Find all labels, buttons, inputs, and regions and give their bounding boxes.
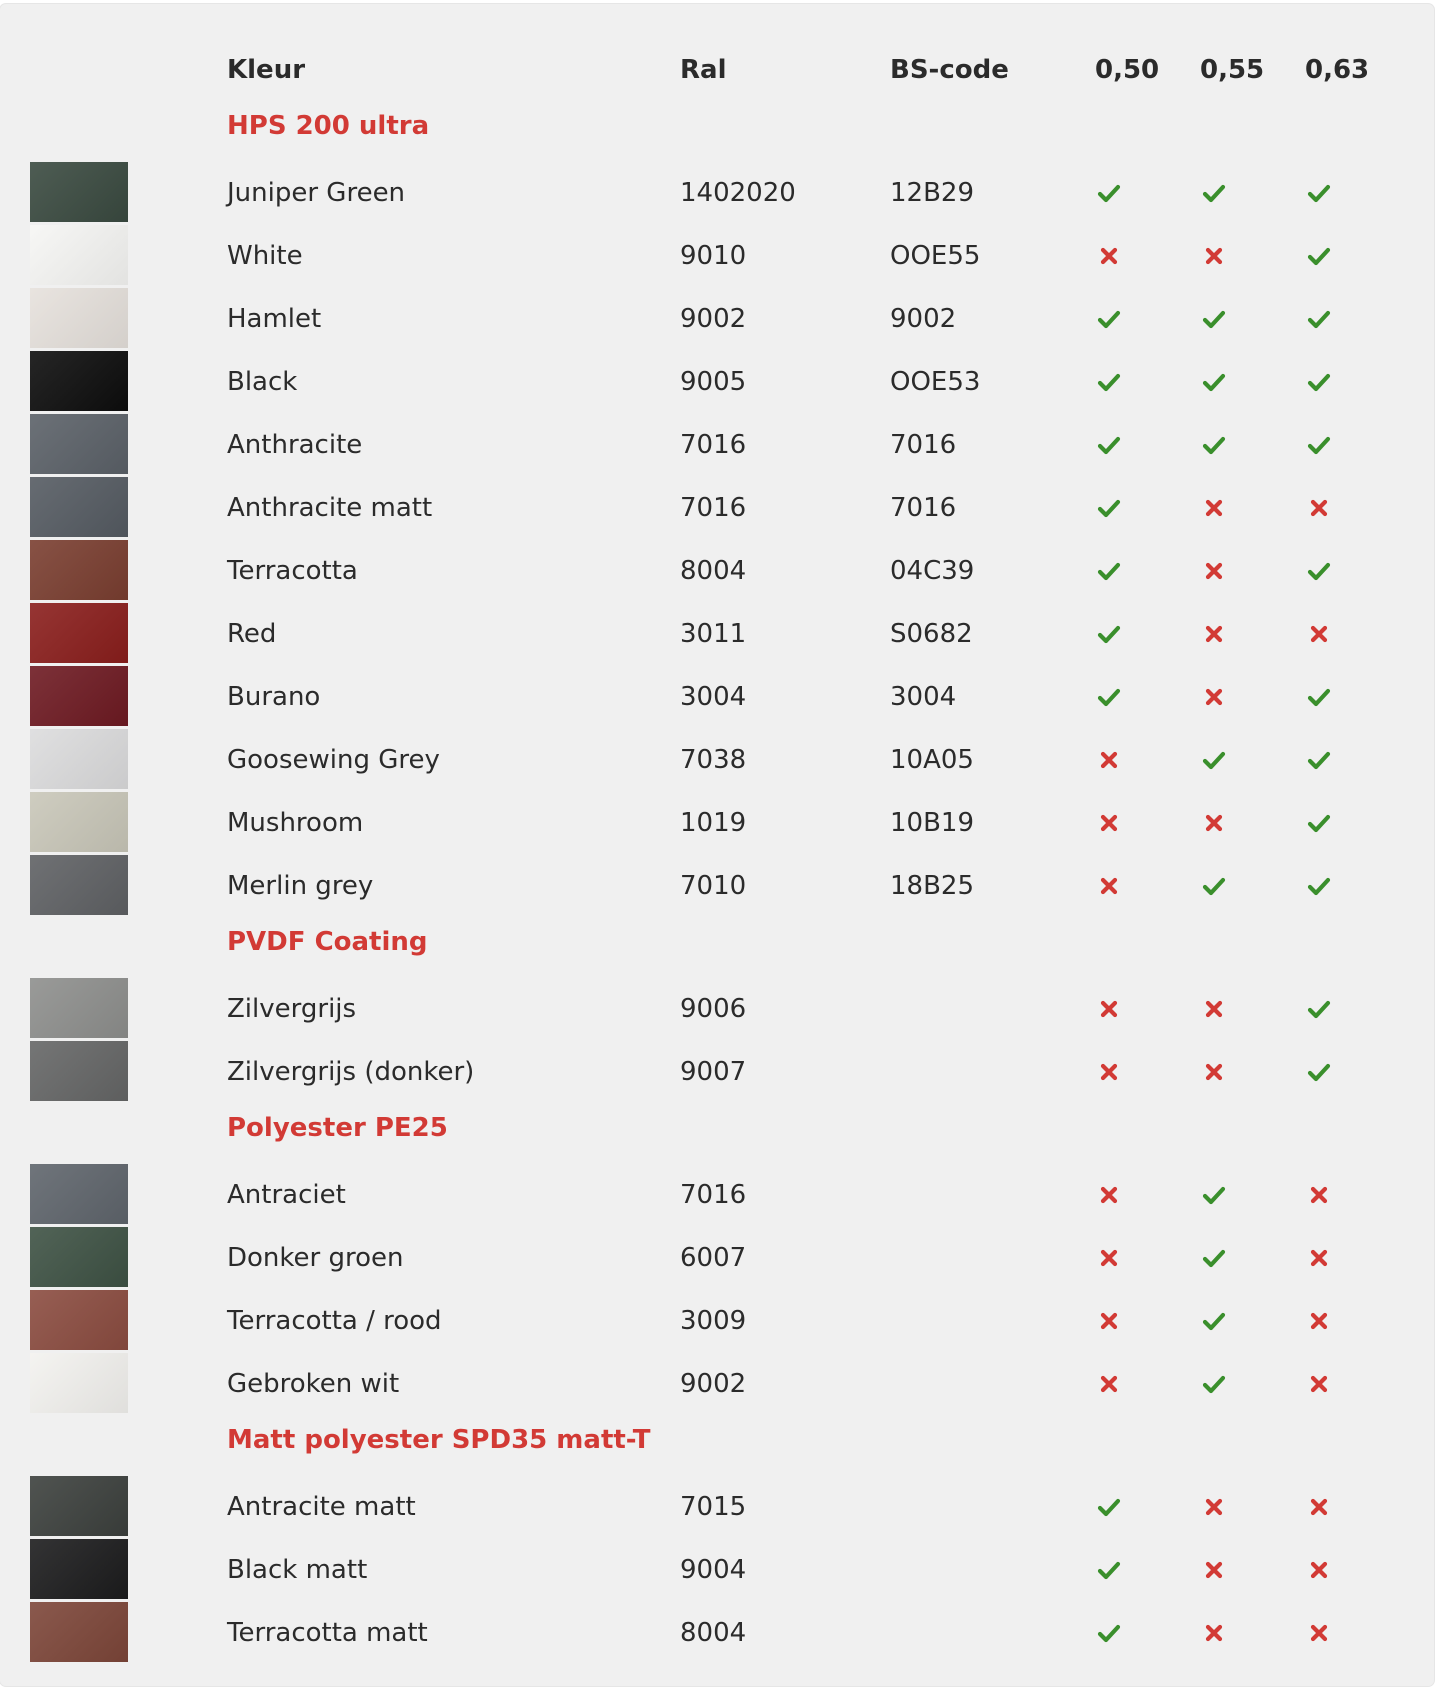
header-thickness-050: 0,50 (1095, 55, 1160, 85)
color-name: Zilvergrijs (donker) (227, 1057, 475, 1087)
check-icon-063 (1305, 305, 1333, 333)
cross-icon-050 (1095, 1244, 1123, 1272)
section-title: PVDF Coating (227, 927, 428, 957)
section-heading (0, 922, 1434, 962)
bs-code: 3004 (890, 682, 957, 712)
bs-code: 04C39 (890, 556, 975, 586)
color-swatch (30, 666, 128, 726)
color-swatch (30, 414, 128, 474)
ral-code: 3009 (680, 1306, 747, 1336)
table-row (0, 1353, 1434, 1415)
color-name: Terracotta (227, 556, 358, 586)
color-swatch (30, 1353, 128, 1413)
table-row (0, 855, 1434, 917)
bs-code: 9002 (890, 304, 957, 334)
cross-icon-050 (1095, 1058, 1123, 1086)
color-swatch (30, 1539, 128, 1599)
cross-icon-050 (1095, 872, 1123, 900)
section-heading (0, 1108, 1434, 1148)
color-swatch (30, 225, 128, 285)
ral-code: 7015 (680, 1492, 747, 1522)
cross-icon-055 (1200, 242, 1228, 270)
color-swatch (30, 1476, 128, 1536)
ral-code: 9005 (680, 367, 747, 397)
ral-code: 9002 (680, 304, 747, 334)
ral-code: 9006 (680, 994, 747, 1024)
ral-code: 7016 (680, 493, 747, 523)
table-row (0, 225, 1434, 287)
check-icon-050 (1095, 1556, 1123, 1584)
ral-code: 7010 (680, 871, 747, 901)
check-icon-050 (1095, 1619, 1123, 1647)
cross-icon-055 (1200, 557, 1228, 585)
section-title: HPS 200 ultra (227, 111, 430, 141)
check-icon-055 (1200, 746, 1228, 774)
ral-code: 3011 (680, 619, 747, 649)
table-row (0, 540, 1434, 602)
color-swatch (30, 351, 128, 411)
color-name: Zilvergrijs (227, 994, 357, 1024)
check-icon-063 (1305, 557, 1333, 585)
cross-icon-055 (1200, 620, 1228, 648)
ral-code: 9004 (680, 1555, 747, 1585)
check-icon-050 (1095, 368, 1123, 396)
check-icon-063 (1305, 872, 1333, 900)
color-swatch (30, 729, 128, 789)
color-table-panel (0, 4, 1434, 1686)
bs-code: 7016 (890, 493, 957, 523)
color-swatch (30, 540, 128, 600)
check-icon-055 (1200, 431, 1228, 459)
color-swatch (30, 603, 128, 663)
cross-icon-055 (1200, 995, 1228, 1023)
table-row (0, 1290, 1434, 1352)
table-row (0, 351, 1434, 413)
color-swatch (30, 162, 128, 222)
check-icon-063 (1305, 1058, 1333, 1086)
ral-code: 7016 (680, 1180, 747, 1210)
ral-code: 9010 (680, 241, 747, 271)
table-row (0, 978, 1434, 1040)
section-heading (0, 1420, 1434, 1460)
cross-icon-050 (1095, 746, 1123, 774)
check-icon-055 (1200, 872, 1228, 900)
cross-icon-063 (1305, 1307, 1333, 1335)
table-row (0, 414, 1434, 476)
color-name: Mushroom (227, 808, 364, 838)
ral-code: 8004 (680, 1618, 747, 1648)
check-icon-063 (1305, 746, 1333, 774)
color-swatch (30, 477, 128, 537)
check-icon-050 (1095, 179, 1123, 207)
check-icon-050 (1095, 620, 1123, 648)
cross-icon-055 (1200, 809, 1228, 837)
section-heading (0, 106, 1434, 146)
cross-icon-050 (1095, 809, 1123, 837)
color-name: Red (227, 619, 277, 649)
color-swatch (30, 1041, 128, 1101)
color-swatch (30, 288, 128, 348)
header-bs-code: BS-code (890, 55, 1009, 85)
check-icon-063 (1305, 431, 1333, 459)
bs-code: 7016 (890, 430, 957, 460)
ral-code: 6007 (680, 1243, 747, 1273)
bs-code: S0682 (890, 619, 973, 649)
cross-icon-055 (1200, 494, 1228, 522)
color-name: Anthracite matt (227, 493, 433, 523)
bs-code: 18B25 (890, 871, 975, 901)
table-row (0, 729, 1434, 791)
cross-icon-055 (1200, 683, 1228, 711)
table-header (0, 50, 1434, 90)
bs-code: 12B29 (890, 178, 975, 208)
check-icon-055 (1200, 179, 1228, 207)
cross-icon-050 (1095, 1307, 1123, 1335)
table-row (0, 1227, 1434, 1289)
table-row (0, 603, 1434, 665)
color-name: Goosewing Grey (227, 745, 440, 775)
cross-icon-055 (1200, 1493, 1228, 1521)
table-row (0, 792, 1434, 854)
check-icon-063 (1305, 179, 1333, 207)
color-name: Gebroken wit (227, 1369, 400, 1399)
header-kleur: Kleur (227, 55, 306, 85)
cross-icon-063 (1305, 1619, 1333, 1647)
table-row (0, 1476, 1434, 1538)
color-name: Antracite matt (227, 1492, 416, 1522)
cross-icon-050 (1095, 995, 1123, 1023)
table-row (0, 477, 1434, 539)
color-name: Juniper Green (227, 178, 406, 208)
color-name: Black (227, 367, 298, 397)
check-icon-050 (1095, 494, 1123, 522)
check-icon-050 (1095, 431, 1123, 459)
color-swatch (30, 792, 128, 852)
ral-code: 7038 (680, 745, 747, 775)
bs-code: OOE55 (890, 241, 981, 271)
check-icon-055 (1200, 1370, 1228, 1398)
header-thickness-063: 0,63 (1305, 55, 1370, 85)
check-icon-050 (1095, 557, 1123, 585)
check-icon-050 (1095, 683, 1123, 711)
section-title: Polyester PE25 (227, 1113, 448, 1143)
cross-icon-050 (1095, 242, 1123, 270)
check-icon-055 (1200, 368, 1228, 396)
bs-code: 10B19 (890, 808, 975, 838)
check-icon-063 (1305, 683, 1333, 711)
color-name: Antraciet (227, 1180, 346, 1210)
check-icon-055 (1200, 305, 1228, 333)
check-icon-055 (1200, 1244, 1228, 1272)
color-name: White (227, 241, 303, 271)
check-icon-063 (1305, 368, 1333, 396)
color-name: Burano (227, 682, 321, 712)
color-name: Merlin grey (227, 871, 374, 901)
ral-code: 9007 (680, 1057, 747, 1087)
ral-code: 1402020 (680, 178, 796, 208)
color-swatch (30, 855, 128, 915)
ral-code: 8004 (680, 556, 747, 586)
cross-icon-063 (1305, 494, 1333, 522)
color-swatch (30, 1164, 128, 1224)
header-thickness-055: 0,55 (1200, 55, 1265, 85)
check-icon-055 (1200, 1181, 1228, 1209)
header-ral: Ral (680, 55, 727, 85)
color-swatch (30, 1602, 128, 1662)
cross-icon-055 (1200, 1058, 1228, 1086)
color-name: Terracotta / rood (227, 1306, 442, 1336)
check-icon-055 (1200, 1307, 1228, 1335)
cross-icon-055 (1200, 1556, 1228, 1584)
table-row (0, 666, 1434, 728)
ral-code: 7016 (680, 430, 747, 460)
color-name: Terracotta matt (227, 1618, 428, 1648)
cross-icon-050 (1095, 1181, 1123, 1209)
check-icon-063 (1305, 242, 1333, 270)
table-row (0, 162, 1434, 224)
ral-code: 9002 (680, 1369, 747, 1399)
check-icon-063 (1305, 809, 1333, 837)
color-swatch (30, 1290, 128, 1350)
bs-code: OOE53 (890, 367, 981, 397)
cross-icon-050 (1095, 1370, 1123, 1398)
table-row (0, 1041, 1434, 1103)
table-row (0, 288, 1434, 350)
color-name: Black matt (227, 1555, 368, 1585)
color-name: Hamlet (227, 304, 322, 334)
table-row (0, 1539, 1434, 1601)
ral-code: 3004 (680, 682, 747, 712)
cross-icon-063 (1305, 1244, 1333, 1272)
cross-icon-063 (1305, 1493, 1333, 1521)
color-name: Anthracite (227, 430, 363, 460)
check-icon-050 (1095, 305, 1123, 333)
cross-icon-063 (1305, 1370, 1333, 1398)
check-icon-050 (1095, 1493, 1123, 1521)
table-row (0, 1164, 1434, 1226)
table-row (0, 1602, 1434, 1664)
cross-icon-055 (1200, 1619, 1228, 1647)
ral-code: 1019 (680, 808, 747, 838)
color-swatch (30, 978, 128, 1038)
color-name: Donker groen (227, 1243, 404, 1273)
color-swatch (30, 1227, 128, 1287)
cross-icon-063 (1305, 1181, 1333, 1209)
cross-icon-063 (1305, 1556, 1333, 1584)
cross-icon-063 (1305, 620, 1333, 648)
bs-code: 10A05 (890, 745, 974, 775)
check-icon-063 (1305, 995, 1333, 1023)
section-title: Matt polyester SPD35 matt-T (227, 1425, 651, 1455)
